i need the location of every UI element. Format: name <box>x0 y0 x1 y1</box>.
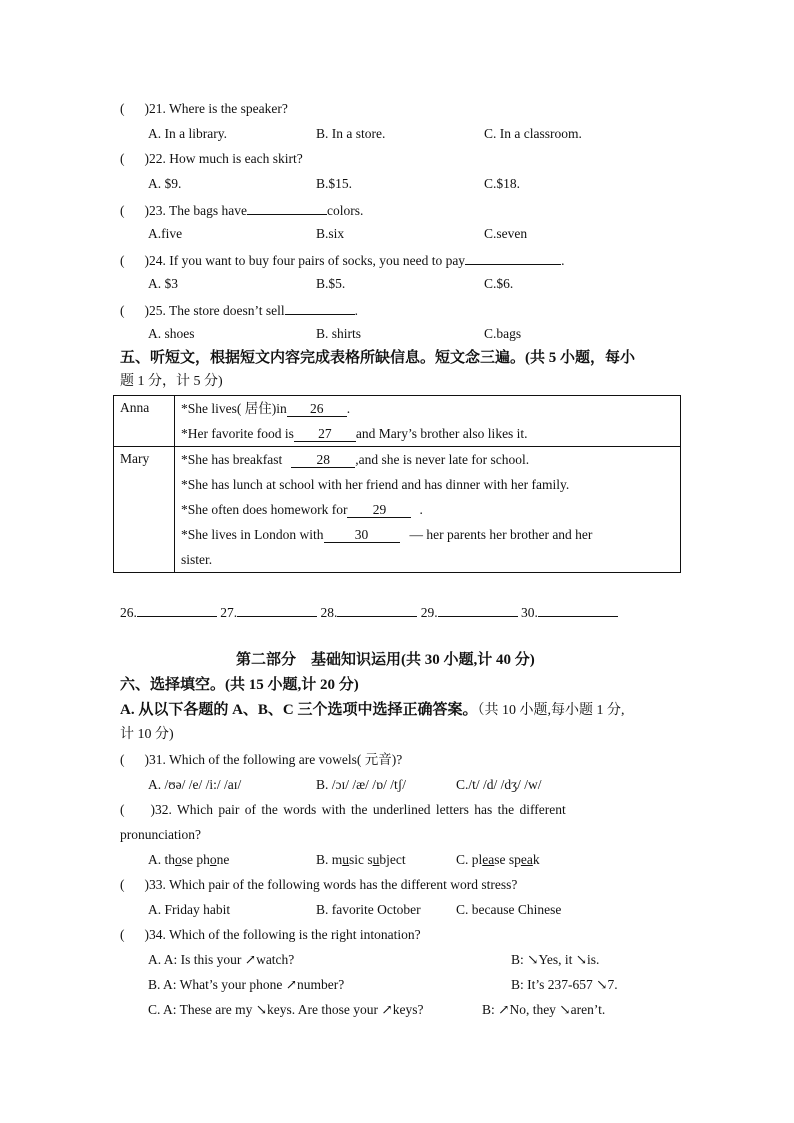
q32-option-c: C. please speak <box>456 852 540 867</box>
blank-27[interactable]: 27 <box>294 427 356 442</box>
q23-blank[interactable] <box>247 200 327 215</box>
q34-option-c-question: C. A: These are my ↘keys. Are those your ↗keys? <box>148 1002 424 1017</box>
q21-option-a: A. In a library. <box>148 126 227 141</box>
answer-blank-26[interactable] <box>137 602 217 617</box>
part2-title: 第二部分 基础知识运用(共 30 小题,计 40 分) <box>236 652 535 668</box>
q32-stem-cont: pronunciation? <box>120 827 201 842</box>
answer-line: 26. 27. 28. 29. 30. <box>120 602 618 622</box>
section5-heading: 五、听短文，根据短文内容完成表格所缺信息。短文念三遍。(共 5 小题，每小 <box>120 350 635 366</box>
q33-option-c: C. because Chinese <box>456 902 562 917</box>
section6-heading: 六、选择填空。(共 15 小题,计 20 分) <box>120 677 359 693</box>
q24-stem: ( )24. If you want to buy four pairs of socks, you need to pay . <box>120 250 564 270</box>
q34-stem: ( )34. Which of the following is the right intonation? <box>120 927 421 942</box>
answer-blank-27[interactable] <box>237 602 317 617</box>
blank-28[interactable]: 28 <box>291 453 355 468</box>
q25-option-b: B. shirts <box>316 326 362 341</box>
q34-option-b-question: B. A: What’s your phone ↗number? <box>148 977 345 992</box>
q23-stem: ( )23. The bags have colors. <box>120 200 363 220</box>
section6a-heading-cont: 计 10 分) <box>120 727 174 742</box>
answer-blank-30[interactable] <box>538 602 618 617</box>
q24-option-c: C.$6. <box>484 276 514 291</box>
q31-option-a: A. /ʊə/ /e/ /i:/ /aɪ/ <box>148 777 242 792</box>
q34-option-a-question: A. A: Is this your ↗watch? <box>148 952 295 967</box>
q23-option-a: A.five <box>148 226 183 241</box>
q22-option-c: C.$18. <box>484 176 521 191</box>
section5-heading-cont: 题 1 分，计 5 分) <box>120 374 223 389</box>
blank-29[interactable]: 29 <box>347 503 411 518</box>
q25-stem: ( )25. The store doesn’t sell . <box>120 300 358 320</box>
q25-option-c: C.bags <box>484 326 522 341</box>
q25-blank[interactable] <box>285 300 355 315</box>
q22-stem: ( )22. How much is each skirt? <box>120 151 303 166</box>
q21-option-c: C. In a classroom. <box>484 126 582 141</box>
q24-option-b: B.$5. <box>316 276 346 291</box>
q32-option-b: B. music subject <box>316 852 406 867</box>
q23-option-b: B.six <box>316 226 345 241</box>
q34-option-b-answer: B: It’s 237-657 ↘7. <box>511 977 618 992</box>
q21-stem: ( )21. Where is the speaker? <box>120 101 288 116</box>
q32-stem: ( )32. Which pair of the words with the underlined letters has the different <box>120 802 566 817</box>
q21-option-b: B. In a store. <box>316 126 386 141</box>
blank-30[interactable]: 30 <box>324 528 400 543</box>
q31-stem: ( )31. Which of the following are vowels( 元音)? <box>120 752 403 767</box>
q31-option-c: C./t/ /d/ /dʒ/ /w/ <box>456 777 542 792</box>
table-name-anna: Anna <box>114 396 175 447</box>
q24-blank[interactable] <box>465 250 561 265</box>
section6a-heading: A. 从以下各题的 A、B、C 三个选项中选择正确答案。（共 10 小题,每小题 1 分, <box>120 702 625 718</box>
q22-option-a: A. $9. <box>148 176 182 191</box>
q25-option-a: A. shoes <box>148 326 195 341</box>
table-mary-cell: *She has breakfast 28 ,and she is never late for school. *She has lunch at school with her friend and has dinner with her family. *She often does homework for 29 . *She lives in London with 30 — her parents her brother and her sister. <box>175 447 681 573</box>
table-name-mary: Mary <box>114 447 175 573</box>
table-anna-cell: *She lives( 居住)in 26 . *Her favorite food is 27 and Mary’s brother also likes it. <box>175 396 681 447</box>
q34-option-a-answer: B: ↘Yes, it ↘is. <box>511 952 600 967</box>
q31-option-b: B. /ɔɪ/ /æ/ /ɒ/ /tʃ/ <box>316 777 406 792</box>
blank-26[interactable]: 26 <box>287 402 347 417</box>
q22-option-b: B.$15. <box>316 176 353 191</box>
q33-stem: ( )33. Which pair of the following words has the different word stress? <box>120 877 518 892</box>
q24-option-a: A. $3 <box>148 276 178 291</box>
q33-option-b: B. favorite October <box>316 902 421 917</box>
answer-blank-29[interactable] <box>438 602 518 617</box>
info-table <box>113 395 681 573</box>
q33-option-a: A. Friday habit <box>148 902 231 917</box>
answer-blank-28[interactable] <box>337 602 417 617</box>
q23-option-c: C.seven <box>484 226 528 241</box>
q32-option-a: A. those phone <box>148 852 230 867</box>
q34-option-c-answer: B: ↗No, they ↘aren’t. <box>482 1002 606 1017</box>
